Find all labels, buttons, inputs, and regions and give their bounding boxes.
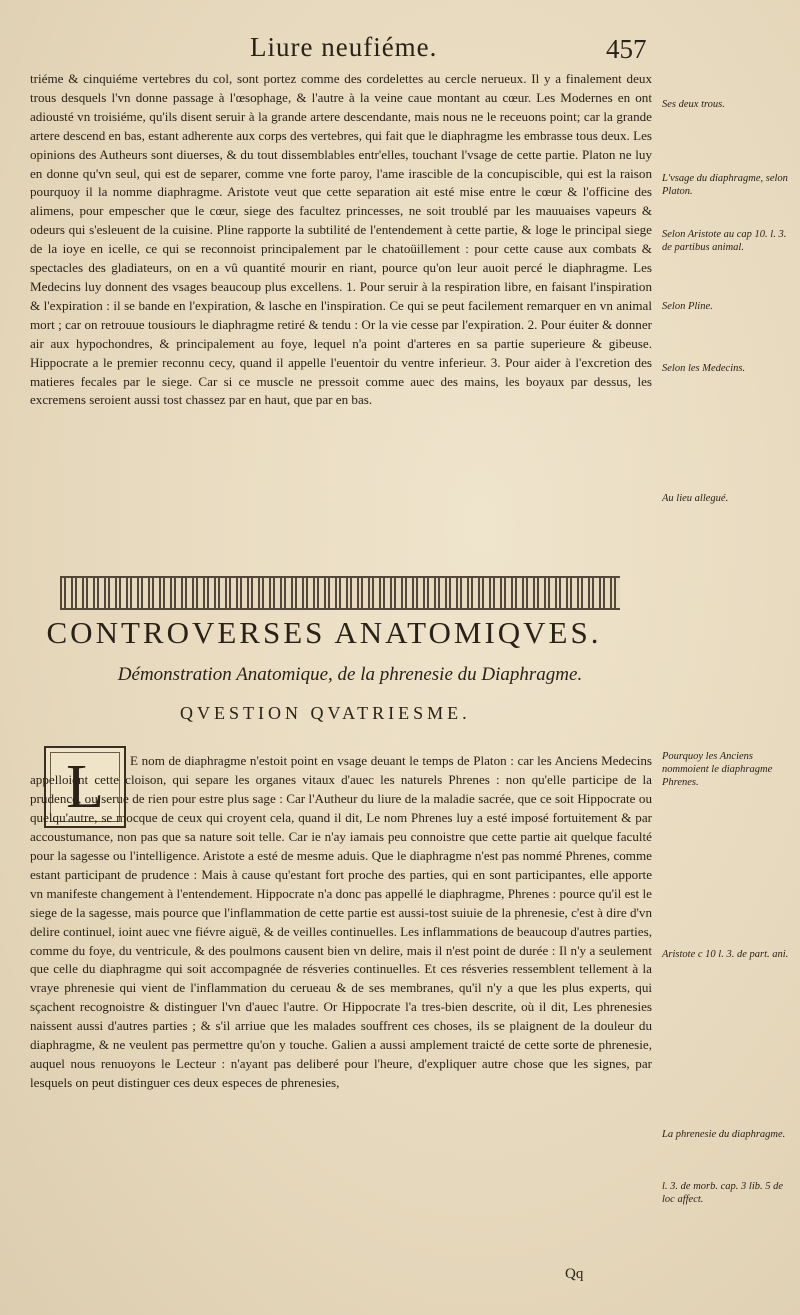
- catchword: Qq: [565, 1266, 584, 1282]
- margin-note: L'vsage du diaphragme, selon Platon.: [662, 173, 788, 197]
- paragraph-2: [30, 752, 652, 1093]
- margin-note: Ses deux trous.: [662, 99, 725, 110]
- paragraph-1: [30, 70, 652, 410]
- margin-note: Au lieu allegué.: [662, 493, 729, 504]
- margin-note: La phrenesie du diaphragme.: [662, 1129, 786, 1140]
- running-head: [0, 32, 800, 72]
- paragraph-1-text: triéme & cinquiéme vertebres du col, sont portez comme des cordelettes au cercle nerueux. Il y a finalement deux trous desquels l'vn donne passage à l'œsophage, & l'autre à la veine caue montant au cœur. Les Modernes en ont adiousté vn troisiéme, qu'ils disent seruir à la grande artere descendante, mais nous ne le receuons point; car la grande artere descend en bas, estant adherente aux corps des vertebres, qui fait que le diaphragme les embrasse tous deux. Les opinions des Autheurs sont diuerses, & du tout dissemblables entr'elles, touchant l'vsage de cette partie. Platon ne luy en donne qu'vn seul, qui est de separer, comme vne forte paroy, l'ame irascible de la concupiscible, qui est la raison pourquoy il la nomme diaphragme. Aristote veut que cette separation ait esté mise entre le cœur & l'officine des alimens, pour empescher que le cœur, siege des facultez princesses, ne soit troublé par les mauuaises vapeurs & odeurs qui s'esleuent de la cuisine. Pline rapporte la subtilité de l'entendement à cette partie, & loge le principal siege de la ioye en icelle, ce qui se reconnoist principalement par le chatoüillement : pour cette cause aux combats & spectacles des gladiateurs, on en a vû quantité mourir en riant, pource qu'on leur auoit percé le diaphragme. Les Medecins luy donnent des vsages beaucoup plus excellens. 1. Pour seruir à la respiration libre, en faisant l'inspiration & l'expiration : il se bande en l'expiration, & lasche en l'inspiration. Ce qui se peut facilement remarquer en vn animal mort ; car on retrouue tousiours le diaphragme retiré & tendu : Or la vie cesse par l'expiration. 2. Pour éuiter & donner air aux hypochondres, & principalement au foye, lequel n'a point d'arteres en sa partie superieure & gibeuse. Hippocrate a le premier reconnu cecy, quand il appelle l'euentoir du ventre inferieur. 3. Pour aider à l'excretion des matieres fecales par le siege. Car si ce muscle ne pressoit comme auec des mains, les boyaux par dessus, les excremens seroient aussi tost chassez par en haut, que par en bas.: [30, 71, 652, 408]
- paragraph-2-text: [30, 752, 652, 1093]
- margin-note: Selon les Medecins.: [662, 363, 746, 374]
- section-title: CONTROVERSES ANATOMIQVES.: [46, 615, 602, 650]
- drop-cap: L: [44, 746, 126, 828]
- page-number: 457: [606, 34, 647, 64]
- ornamental-band: [60, 576, 620, 610]
- running-head-title: Liure neufiéme.: [250, 32, 438, 62]
- question-heading: QVESTION QVATRIESME.: [180, 703, 471, 723]
- margin-note: Aristote c 10 l. 3. de part. ani.: [662, 949, 789, 960]
- margin-note: Selon Pline.: [662, 301, 713, 312]
- subtitle: Démonstration Anatomique, de la phrenesie du Diaphragme.: [117, 664, 583, 685]
- paragraph-2-body: E nom de diaphragme n'estoit point en vsage deuant le temps de Platon : car les Anciens Medecins appelloient cette cloison, qui separe les organes vitaux d'auec les naturels Phrenes : non qu'elle participe de la prudence, ou serue de rien pour estre plus sage : Car l'Autheur du liure de la maladie sacrée, que ce soit Hippocrate ou quelqu'autre, se mocque de ceux qui croyent cela, quand il dit, Le nom Phrenes luy a esté imposé fortuitement & par accoustumance, non pas que sa nature soit telle. Car ie n'ay iamais peu connoistre que cette partie ait quelque faculté pour la sagesse ou l'intelligence. Aristote a esté de mesme aduis. Que le diaphragme n'est pas nommé Phrenes, comme estant participant de prudence : Mais à cause qu'estant fort proche des parties, qui en sont participantes, elle apporte vn manifeste changement à l'entendement. Hippocrate n'a donc pas appellé le diaphragme, Phrenes : pource qu'il est le siege de la sagesse, mais pource que l'inflammation de cette partie est aussi-tost suiuie de la phrenesie, c'est à dire d'vn delire continuel, ioint auec vne fiévre aiguë, & de veilles continuelles. Les inflammations de beaucoup d'autres parties, comme du foye, du ventricule, & des poulmons causent bien vn delire, mais il n'est point de durée : Il n'y a seulement que celle du diaphragme qui soit accompagnée de résveries continuelles. Et ces résveries ressemblent tellement à la vraye phrenesie qui vient de l'inflammation du cerueau & de ses membranes, qu'il n'y a que les plus experts, qui sçachent recognoistre & distinguer l'vn d'auec l'autre. Or Hippocrate l'a tres-bien descrite, où il dit, Les phrenesies naissent aussi d'autres parties ; & s'il arriue que les malades souffrent ces choses, ils se plaignent de la douleur du diaphragme, & ne veulent pas permettre qu'on y touche. Galien a aussi amplement traicté de cette sorte de phrenesie, auquel nous renuoyons le Lecteur : n'ayant pas deliberé pour l'heure, d'expliquer autre chose que les signes, par lesquels on peut distinguer ces deux especes de phrenesies,: [30, 753, 652, 1091]
- margin-note: Selon Aristote au cap 10. l. 3. de partibus animal.: [662, 229, 787, 253]
- margin-note: l. 3. de morb. cap. 3 lib. 5 de loc affect.: [662, 1181, 784, 1205]
- margin-note: Pourquoy les Anciens nommoient le diaphragme Phrenes.: [662, 751, 773, 788]
